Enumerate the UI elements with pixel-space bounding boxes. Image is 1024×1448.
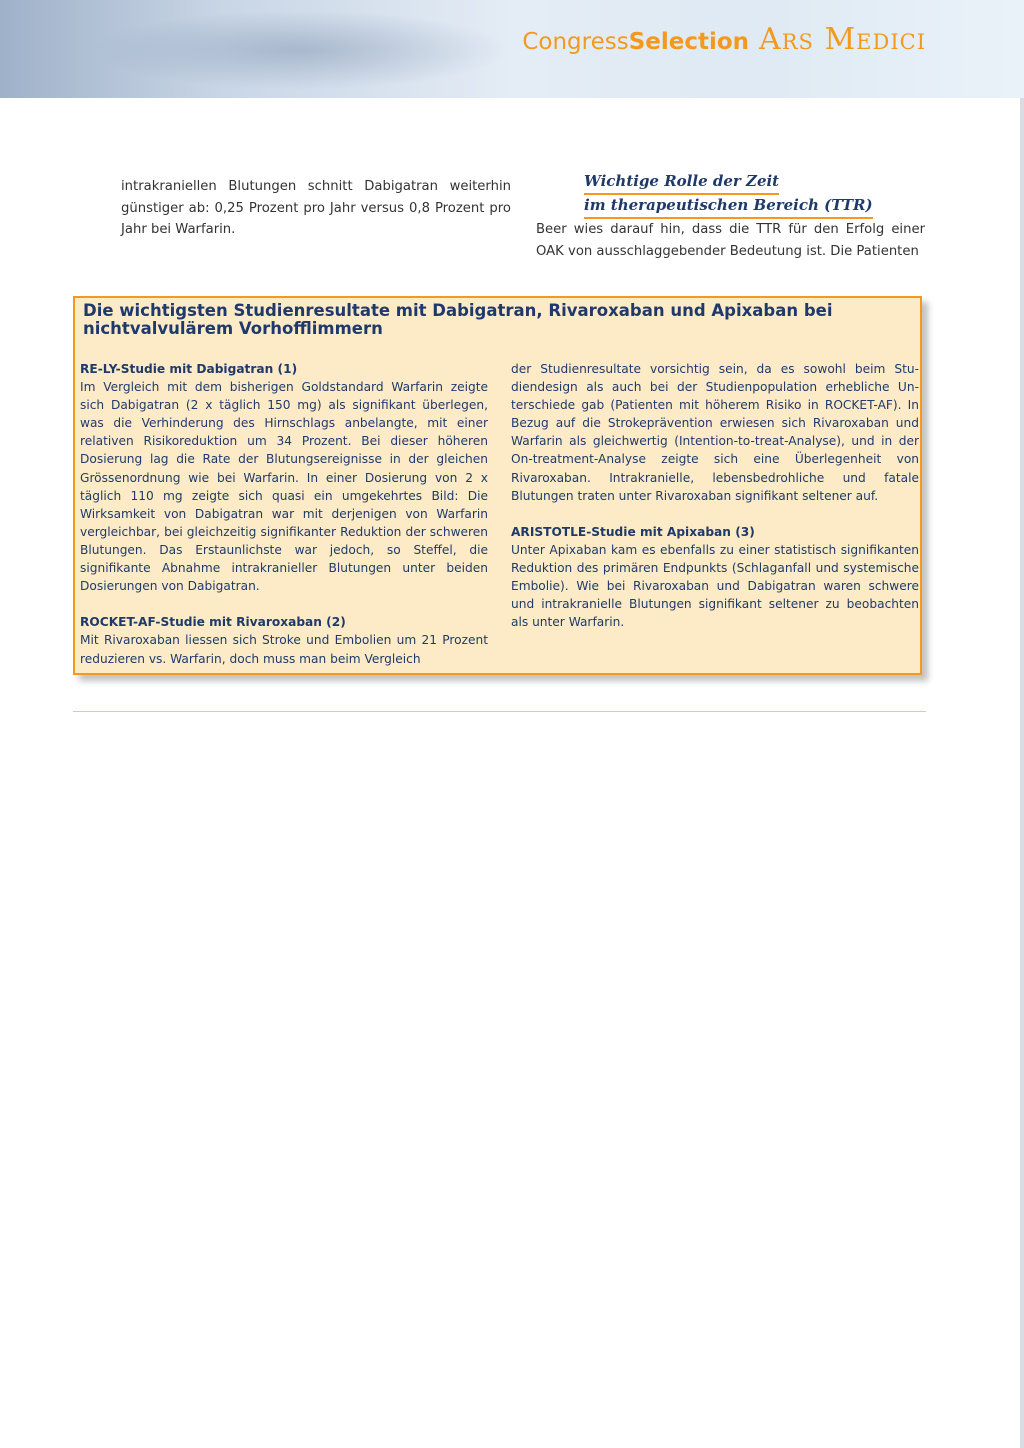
box-column-right xyxy=(511,360,919,650)
left-column-text: intrakraniellen Blutungen schnitt Dabigatran weiterhin günstiger ab: 0,25 Prozent pro Jahr versus 0,8 Prozent pro Jahr bei Warfarin. xyxy=(121,179,511,237)
study-text-rocket-part1: Mit Rivaroxaban liessen sich Stroke und Embolien um 21 Prozent reduzieren vs. Warfarin, doch muss man beim Vergleich xyxy=(80,633,488,666)
brand-ars-medici: Ars Medici xyxy=(759,22,926,57)
brand-congress: Congress xyxy=(522,29,629,55)
study-heading-rely: RE-LY-Studie mit Dabigatran (1) xyxy=(80,362,298,376)
study-heading-aristotle: ARISTOTLE-Studie mit Apixaban (3) xyxy=(511,524,755,539)
brand-selection: Selection xyxy=(628,29,750,55)
brand-logo xyxy=(522,22,926,62)
right-column-text: Beer wies darauf hin, dass die TTR für den Erfolg einer OAK von ausschlaggebender Bedeutung ist. Die Patienten xyxy=(536,222,925,259)
divider-line xyxy=(73,711,926,712)
section-subheading xyxy=(584,171,904,219)
subheading-line-1: Wichtige Rolle der Zeit xyxy=(584,171,779,195)
page-edge xyxy=(1020,98,1024,1448)
study-text-aristotle: Unter Apixaban kam es ebenfalls zu einer statistisch signifikanten Reduktion des primären Endpunkts (Schlaganfall und systemische Embolie). Wie bei Rivaroxaban und Dabigatran waren schwere und intrakranielle Blutungen signifikant seltener zu beobachten als unter Warfarin. xyxy=(511,542,919,630)
study-heading-rocket: ROCKET-AF-Studie mit Rivaroxaban (2) xyxy=(80,615,346,630)
study-text-rely: Im Vergleich mit dem bisherigen Goldstandard Warfarin zeigte sich Dabigatran (2 x täglich 150 mg) als signifikant überlegen, was die Verhinderung des Hirnschlags anbelangte, mit einer relativen Risikoreduktion um 34 Prozent. Bei dieser höheren Dosierung lag die Rate der Blutungsereignisse in der gleichen Grössenordnung wie bei Warfarin. In einer Dosierung von 2 x täglich 110 mg zeigte sich quasi ein umgekehrtes Bild: Die Wirksamkeit von Dabigatran war mit derjenigen von Warfarin vergleichbar, bei gleichzeitig signifikanter Reduktion der schweren Blutungen. Das Erstaunlichste war jedoch, so Steffel, die signifikante Abnahme intrakranieller Blutungen unter beiden Dosierungen von Dabigatran. xyxy=(80,380,488,594)
header-banner xyxy=(0,0,1024,98)
study-text-rocket-part2: der Studienresultate vorsichtig sein, da es sowohl beim Studiendesign als auch bei der Studienpopulation erhebliche Unterschiede gab (Patienten mit höherem Risiko in ROCKET-AF). In Bezug auf die Strokeprävention erwiesen sich Rivaroxaban und Warfarin als gleichwertig (Intention-to-treat-Analyse), und in der On-treatment-Analyse zeigte sich eine Überlegenheit von Rivaroxaban. Intrakranielle, lebensbedrohliche und fatale Blutungen traten unter Rivaroxaban signifikant seltener auf. xyxy=(511,362,919,503)
subheading-line-2: im therapeutischen Bereich (TTR) xyxy=(584,195,873,219)
box-column-left xyxy=(80,360,488,686)
box-title: Die wichtigsten Studienresultate mit Dabigatran, Rivaroxaban und Apixaban bei nichtvalvulärem Vorhofflimmern xyxy=(83,301,833,338)
study-results-box xyxy=(73,296,922,675)
